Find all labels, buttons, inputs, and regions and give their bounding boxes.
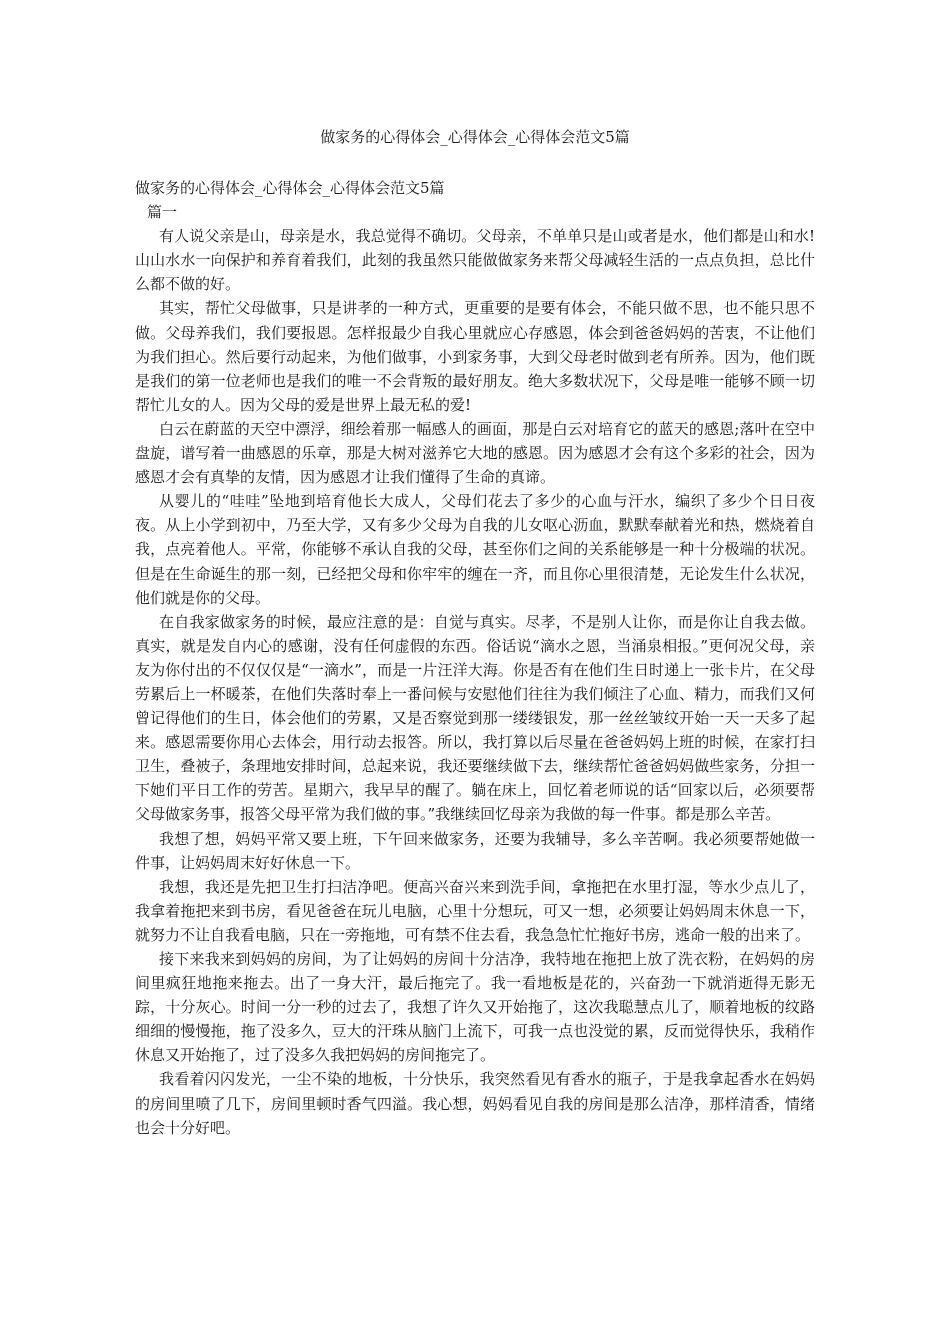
paragraph: 白云在蔚蓝的天空中漂浮，细绘着那一幅感人的画面，那是白云对培育它的蓝天的感恩;落叶在空中盘旋，谱写着一曲感恩的乐章，那是大树对滋养它大地的感恩。因为感恩才会有这个多彩的社会，因为感恩才会有真挚的友情，因为感恩才让我们懂得了生命的真谛。: [135, 419, 815, 487]
paragraph: 有人说父亲是山，母亲是水，我总觉得不确切。父母亲，不单单只是山或者是水，他们都是山和水!山山水水一向保护和养育着我们，此刻的我虽然只能做做家务来帮父母减轻生活的一点点负担，总比什么都不做的好。: [135, 227, 815, 294]
document-body: [135, 176, 815, 1140]
page-title: 做家务的心得体会_心得体会_心得体会范文5篇: [320, 128, 630, 146]
section-label: 篇一: [147, 203, 178, 222]
paragraph: 在自我家做家务的时候，最应注意的是：自觉与真实。尽孝，不是别人让你，而是你让自我去做。真实，就是发自内心的感谢，没有任何虚假的东西。俗话说“滴水之恩，当涌泉相报。”更何况父母，亲友为你付出的不仅仅仅是“一滴水”，而是一片汪洋大海。你是否有在他们生日时递上一张卡片，在父母劳累后上一杯暖茶，在他们失落时奉上一番问候与安慰他们往往为我们倾注了心血、精力，而我们又何曾记得他们的生日，体会他们的劳累，又是否察觉到那一缕缕银发，那一丝丝皱纹开始一天一天多了起来。感恩需要你用心去体会，用行动去报答。所以，我打算以后尽量在爸爸妈妈上班的时候，在家打扫卫生，叠被子，条理地安排时间，总起来说，我还要继续做下去，继续帮忙爸爸妈妈做些家务，分担一下她们平日工作的劳苦。星期六，我早早的醒了。躺在床上，回忆着老师说的话“回家以后，必须要帮父母做家务事，报答父母平常为我们做的事。”我继续回忆母亲为我做的每一件事。都是那么辛苦。: [135, 612, 815, 824]
paragraph: 我想，我还是先把卫生打扫洁净吧。便高兴奋兴来到洗手间，拿拖把在水里打湿，等水少点儿了，我拿着拖把来到书房，看见爸爸在玩儿电脑，心里十分想玩，可又一想，必须要让妈妈周末休息一下，就努力不让自我看电脑，只在一旁拖地，可有禁不住去看，我急急忙忙拖好书房，逃命一般的出来了。: [135, 877, 815, 944]
paragraph: 其实，帮忙父母做事，只是讲孝的一种方式，更重要的是要有体会，不能只做不思，也不能只思不做。父母养我们，我们要报恩。怎样报最少自我心里就应心存感恩，体会到爸爸妈妈的苦衷，不让他们为我们担心。然后要行动起来，为他们做事，小到家务事，大到父母老时做到老有所养。因为，他们既是我们的第一位老师也是我们的唯一不会背叛的最好朋友。绝大多数状况下，父母是唯一能够不顾一切帮忙儿女的人。因为父母的爱是世界上最无私的爱!: [135, 299, 815, 414]
paragraph: 从婴儿的“哇哇”坠地到培育他长大成人，父母们花去了多少的心血与汗水，编织了多少个日日夜夜。从上小学到初中，乃至大学，又有多少父母为自我的儿女呕心沥血，默默奉献着光和热，燃烧着自我，点亮着他人。平常，你能够不承认自我的父母，甚至你们之间的关系能够是一种十分极端的状况。但是在生命诞生的那一刻，已经把父母和你牢牢的缠在一齐，而且你心里很清楚，无论发生什么状况，他们就是你的父母。: [135, 492, 815, 607]
document-heading: 做家务的心得体会_心得体会_心得体会范文5篇: [135, 179, 445, 197]
paragraph: 我看着闪闪发光，一尘不染的地板，十分快乐，我突然看见有香水的瓶子，于是我拿起香水在妈妈的房间里喷了几下，房间里顿时香气四溢。我心想，妈妈看见自我的房间是那么洁净，那样清香，情绪也会十分好吧。: [135, 1070, 815, 1137]
paragraph: 接下来我来到妈妈的房间，为了让妈妈的房间十分洁净，我特地在拖把上放了洗衣粉，在妈妈的房间里疯狂地拖来拖去。出了一身大汗，最后拖完了。我一看地板是花的，兴奋劲一下就消逝得无影无踪，十分灰心。时间一分一秒的过去了，我想了许久又开始拖了，这次我聪慧点儿了，顺着地板的纹路细细的慢慢拖，拖了没多久，豆大的汗珠从脑门上流下，可我一点也没觉的累，反而觉得快乐，我稍作休息又开始拖了，过了没多久我把妈妈的房间拖完了。: [135, 950, 815, 1065]
paragraph: 我想了想，妈妈平常又要上班，下午回来做家务，还要为我辅导，多么辛苦啊。我必须要帮她做一件事，让妈妈周末好好休息一下。: [135, 829, 815, 872]
